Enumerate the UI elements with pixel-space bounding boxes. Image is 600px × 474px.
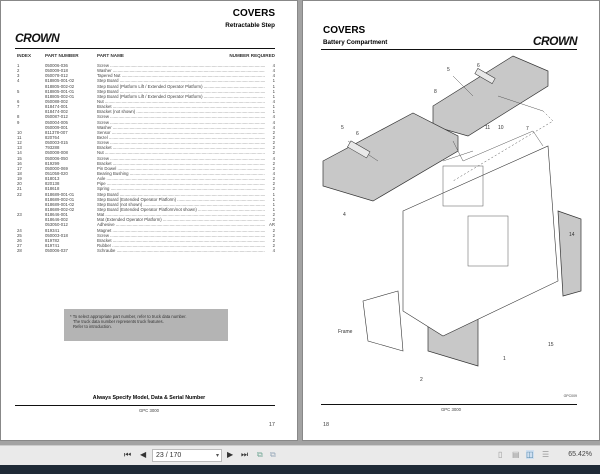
- part-name-cell: Magnet .....: [97, 228, 265, 233]
- first-page-icon[interactable]: ⏮: [124, 450, 132, 459]
- quantity-cell: 4: [272, 73, 275, 79]
- part-number-cell: 818474-001: [45, 104, 68, 110]
- callout-5: 5: [447, 67, 450, 73]
- index-cell: 28: [17, 248, 22, 254]
- copy-icon[interactable]: ⧉: [257, 450, 263, 459]
- callout-4: 4: [343, 212, 346, 218]
- next-page-icon[interactable]: ▶: [227, 450, 234, 459]
- part-name-cell: Mat (Extended Operator Platform) .....: [97, 217, 265, 222]
- quantity-cell: 4: [272, 248, 275, 254]
- model-label: GPC 3000: [440, 407, 462, 412]
- col-part-name: PART NAME: [97, 53, 124, 58]
- quantity-cell: 1: [272, 206, 275, 212]
- part-number-cell: 050009-001: [45, 124, 68, 130]
- part-number-cell: 819341: [45, 227, 60, 233]
- index-cell: 25: [17, 232, 22, 238]
- part-name-cell: Schraube .....: [97, 248, 265, 253]
- part-name-cell: Screw .....: [97, 233, 265, 238]
- quantity-cell: 2: [272, 217, 275, 223]
- col-part-number: PART NUMBER: [45, 53, 79, 58]
- page-title: COVERS: [232, 8, 275, 19]
- part-number-cell: 050006-050: [45, 155, 68, 161]
- quantity-cell: 2: [272, 181, 275, 187]
- col-index: INDEX: [17, 53, 32, 58]
- model-label: GPC 3000: [138, 408, 160, 413]
- callout-6: 6: [477, 63, 480, 69]
- dropdown-icon[interactable]: ▾: [215, 453, 219, 459]
- part-number-cell: 050004-005: [45, 119, 68, 125]
- quantity-cell: 2: [272, 150, 275, 156]
- table-header: [17, 53, 275, 59]
- part-number-cell: 818805-002-01: [45, 93, 75, 99]
- quantity-cell: 1: [272, 78, 275, 84]
- part-number-cell: 050009-018: [45, 68, 68, 74]
- part-name-cell: Tapered Nut .....: [97, 73, 265, 78]
- quantity-cell: 1: [272, 109, 275, 115]
- index-cell: 16: [17, 160, 22, 166]
- index-cell: 7: [17, 104, 20, 110]
- part-name-cell: Washer .....: [97, 68, 265, 73]
- part-number-cell: 050006-037: [45, 248, 68, 254]
- index-cell: 2: [17, 68, 20, 74]
- side-cover-right: [558, 211, 581, 296]
- part-number-cell: 818805-002-02: [45, 83, 75, 89]
- quantity-cell: 2: [272, 186, 275, 192]
- index-cell: 17: [17, 165, 22, 171]
- col-number-required: NUMBER REQUIRED: [229, 53, 275, 58]
- part-number-cell: 820764: [45, 134, 60, 140]
- last-page-icon[interactable]: ⏭: [241, 450, 249, 459]
- note-box: [64, 309, 228, 341]
- part-name-cell: Screw .....: [97, 156, 265, 161]
- callout-8: 8: [434, 89, 437, 95]
- part-name-cell: Bracket .....: [97, 238, 265, 243]
- index-cell: 23: [17, 212, 22, 218]
- part-name-cell: Axle .....: [97, 176, 265, 181]
- index-cell: 8: [17, 114, 20, 120]
- part-name-cell: Step Board .....: [97, 78, 265, 83]
- battery-frame: [403, 146, 558, 336]
- footer-text: Always Specify Model, Data & Serial Number: [92, 395, 206, 401]
- quantity-cell: 2: [272, 237, 275, 243]
- figure-id: GPC009: [563, 394, 577, 398]
- part-name-cell: Pin Dowel .....: [97, 166, 265, 171]
- quantity-cell: 2: [272, 227, 275, 233]
- quantity-cell: 1: [272, 104, 275, 110]
- part-name-cell: Step Board (Platform Lift / Extended Operator Platform) .....: [97, 84, 265, 89]
- part-name-cell: Washer .....: [97, 125, 265, 130]
- right-page: [302, 0, 600, 441]
- part-number-cell: 050087-012: [45, 114, 68, 120]
- part-name-cell: Bracket .....: [97, 104, 265, 109]
- callout-frame: Frame: [338, 329, 353, 335]
- part-number-cell: 051058-020: [45, 170, 68, 176]
- part-name-cell: Step Board (Extended Operator Platform) .....: [97, 197, 265, 202]
- part-name-cell: Nut .....: [97, 150, 265, 155]
- index-cell: 21: [17, 186, 22, 192]
- quantity-cell: 2: [272, 212, 275, 218]
- part-name-cell: Nut .....: [97, 99, 265, 104]
- page-subtitle: Retractable Step: [225, 22, 275, 29]
- page-number-input[interactable]: [152, 449, 222, 462]
- quantity-cell: 1: [272, 83, 275, 89]
- quantity-cell: 4: [272, 114, 275, 120]
- part-name-cell: Mat .....: [97, 212, 265, 217]
- quantity-cell: 1: [272, 191, 275, 197]
- callout-7: 7: [526, 126, 529, 132]
- zoom-level[interactable]: 65.42%: [568, 451, 592, 458]
- exploded-diagram: [303, 51, 600, 381]
- note-line: Refer to introduction.: [73, 324, 112, 329]
- part-name-cell: Step Board .....: [97, 89, 265, 94]
- parts-table: [17, 63, 275, 253]
- footer-rule: [15, 405, 275, 406]
- part-number-cell: 050008-008: [45, 150, 68, 156]
- part-name-cell: Step Board (Extended Operator Platform/not shown) .....: [97, 207, 265, 212]
- two-page-view-icon[interactable]: ◫: [526, 450, 534, 459]
- part-number-cell: 819299: [45, 160, 60, 166]
- pdf-toolbar: [0, 445, 600, 465]
- quantity-cell: 4: [272, 170, 275, 176]
- part-number-cell: 050006-036: [45, 63, 68, 68]
- part-number-cell: 818689-001-01: [45, 191, 75, 197]
- page-field-value: 23 / 170: [156, 452, 182, 459]
- index-cell: 26: [17, 237, 22, 243]
- part-number-cell: 818805-001-02: [45, 78, 75, 84]
- crown-logo: CROWN: [15, 31, 60, 45]
- part-number-cell: 818689-002-02: [45, 206, 75, 212]
- previous-page-icon[interactable]: ◀: [140, 450, 147, 459]
- part-name-cell: Pipe .....: [97, 181, 265, 186]
- part-name-cell: Bracket .....: [97, 145, 265, 150]
- scroll-view-icon[interactable]: ☰: [542, 450, 550, 459]
- footer-rule: [321, 404, 577, 405]
- note-line: * To select appropriate part number, refer to truck data number.: [70, 314, 187, 319]
- index-cell: 14: [17, 150, 22, 156]
- part-number-cell: 050003-015: [45, 140, 68, 146]
- quantity-cell: 4: [272, 124, 275, 130]
- part-number-cell: 050003-018: [45, 232, 68, 238]
- header-rule: [15, 48, 275, 49]
- part-name-cell: Screw .....: [97, 114, 265, 119]
- page-number: 18: [323, 422, 330, 428]
- part-number-cell: 819782: [45, 237, 60, 243]
- part-name-cell: Rubber .....: [97, 243, 265, 248]
- part-number-cell: 050000-069: [45, 165, 68, 171]
- index-cell: 4: [17, 78, 20, 84]
- part-number-cell: 811378-007: [45, 129, 68, 135]
- crown-logo: CROWN: [532, 34, 577, 48]
- quantity-cell: 4: [272, 155, 275, 161]
- quantity-cell: 4: [272, 98, 275, 104]
- part-number-cell: 818805-001-01: [45, 88, 75, 94]
- callout-14: 14: [569, 232, 575, 238]
- part-name-cell: Bracket .....: [97, 161, 265, 166]
- index-cell: 9: [17, 119, 20, 125]
- quantity-cell: 1: [272, 201, 275, 207]
- part-number-cell: 818618: [45, 186, 60, 192]
- part-name-cell: Bracket (not shown) .....: [97, 109, 265, 114]
- part-name-cell: Step Board (not shown) .....: [97, 202, 265, 207]
- page-number: 17: [268, 422, 275, 428]
- index-cell: 24: [17, 227, 22, 233]
- part-name-cell: Adhesive .....: [97, 222, 265, 227]
- continuous-view-icon[interactable]: ▤: [512, 450, 520, 459]
- quantity-cell: 2: [272, 165, 275, 171]
- part-name-cell: Bearing Bushing .....: [97, 171, 265, 176]
- callout-5: 5: [341, 125, 344, 131]
- part-number-cell: 818474-002: [45, 109, 68, 115]
- index-cell: 12: [17, 140, 22, 146]
- index-cell: 10: [17, 129, 22, 135]
- quantity-cell: 1: [272, 196, 275, 202]
- quantity-cell: 1: [272, 88, 275, 94]
- index-cell: 27: [17, 242, 22, 248]
- index-cell: 3: [17, 73, 20, 79]
- page-title: COVERS: [323, 25, 366, 36]
- index-cell: 13: [17, 145, 22, 151]
- quantity-cell: 4: [272, 68, 275, 74]
- quantity-cell: 2: [272, 242, 275, 248]
- quantity-cell: AR: [269, 222, 275, 228]
- note-line: The truck data number represents truck features.: [73, 319, 164, 324]
- paste-icon[interactable]: ⧉: [270, 450, 276, 459]
- part-number-cell: 818646-002: [45, 217, 68, 223]
- callout-10: 10: [498, 125, 504, 131]
- callout-15: 15: [548, 342, 554, 348]
- page-subtitle: Battery Compartment: [323, 39, 388, 46]
- part-number-cell: 793288: [45, 145, 60, 151]
- quantity-cell: 1: [272, 93, 275, 99]
- part-name-cell: Step Board .....: [97, 192, 265, 197]
- quantity-cell: 2: [272, 134, 275, 140]
- part-name-cell: Step Board (Platform Lift / Extended Operator Platform) .....: [97, 94, 265, 99]
- taskbar: [0, 465, 600, 474]
- index-cell: 19: [17, 176, 22, 182]
- part-name-cell: Screw .....: [97, 140, 265, 145]
- quantity-cell: 2: [272, 140, 275, 146]
- part-name-cell: Sensor .....: [97, 130, 265, 135]
- part-number-cell: 818646-001: [45, 212, 68, 218]
- callout-11: 11: [485, 125, 491, 131]
- part-number-cell: 818689-001-02: [45, 201, 75, 207]
- callout-6: 6: [356, 131, 359, 137]
- index-cell: 1: [17, 63, 20, 68]
- index-cell: 20: [17, 181, 22, 187]
- left-page: [0, 0, 298, 441]
- part-number-cell: 818013: [45, 176, 60, 182]
- quantity-cell: 2: [272, 232, 275, 238]
- quantity-cell: 2: [272, 176, 275, 182]
- part-name-cell: Screw .....: [97, 63, 265, 68]
- part-name-cell: Spring .....: [97, 186, 265, 191]
- frame-panel: [363, 291, 403, 351]
- part-name-cell: Screw .....: [97, 120, 265, 125]
- quantity-cell: 4: [272, 63, 275, 68]
- index-cell: 6: [17, 98, 20, 104]
- quantity-cell: 2: [272, 160, 275, 166]
- part-number-cell: 820138: [45, 181, 60, 187]
- index-cell: 11: [17, 134, 22, 140]
- step-board-upper: [433, 56, 548, 136]
- quantity-cell: 4: [272, 119, 275, 125]
- quantity-cell: 2: [272, 145, 275, 151]
- index-cell: 15: [17, 155, 22, 161]
- single-page-view-icon[interactable]: ▯: [498, 450, 503, 459]
- callout-2: 2: [420, 377, 423, 381]
- index-cell: 18: [17, 170, 22, 176]
- table-row: [17, 248, 275, 253]
- callout-1: 1: [503, 356, 506, 362]
- part-name-cell: Bezel .....: [97, 135, 265, 140]
- quantity-cell: 2: [272, 129, 275, 135]
- part-number-cell: 819741: [45, 242, 60, 248]
- part-number-cell: 050088-002: [45, 98, 68, 104]
- part-number-cell: 050078-012: [45, 73, 68, 79]
- part-number-cell: 053050-012: [45, 222, 68, 228]
- part-number-cell: 818689-002-01: [45, 196, 75, 202]
- index-cell: 5: [17, 88, 20, 94]
- index-cell: 22: [17, 191, 22, 197]
